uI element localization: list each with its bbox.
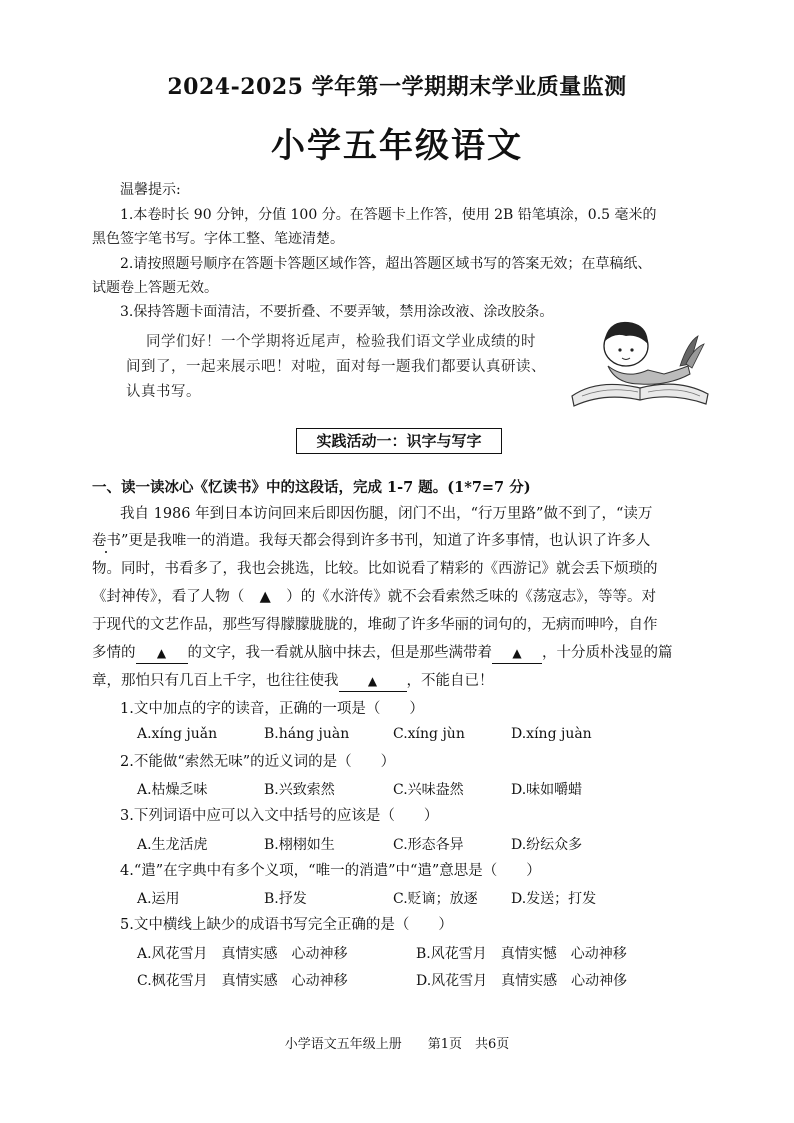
greeting-line-1: 同学们好！一个学期将近尾声，检验我们语文学业成绩的时 (146, 334, 536, 350)
tip-line-4: 试题卷上答题无效。 (92, 280, 218, 296)
question-1-head: 一、读一读冰心《忆读书》中的这段话，完成 1-7 题。(1*7=7 分) (92, 479, 531, 496)
sub-question-3-stem: 3.下列词语中应可以入文中括号的应该是（ ） (120, 808, 439, 824)
q2-option-a: A.枯燥乏味 (137, 782, 208, 798)
q1-option-c: C.xíng jùn (393, 726, 465, 742)
passage-line-6c: ，十分质朴浅显的篇 (542, 645, 673, 661)
q5-option-b: B.风花雪月 真情实憾 心动神移 (416, 946, 627, 962)
passage-line-6b: 的文字，我一看就从脑中抹去，但是那些满带着 (187, 645, 492, 661)
tip-line-3: 2.请按照题号顺序在答题卡答题区域作答，超出答题区域书写的答案无效；在草稿纸、 (120, 256, 652, 272)
page-footer: 小学语文五年级上册 第1页 共6页 (284, 1037, 510, 1052)
q1-option-b: B.háng juàn (264, 726, 350, 742)
q3-option-b: B.栩栩如生 (264, 837, 335, 853)
passage-line-4b: ）的《水浒传》就不会看索然乏味的《荡寇志》，等等。对 (286, 589, 656, 605)
passage-line-6 (92, 643, 673, 664)
sub-question-1-stem: 1.文中加点的字的读音，正确的一项是（ ） (120, 701, 424, 717)
emphasis-dot (105, 551, 107, 553)
passage-line-3: 物。同时，书看多了，我也会挑选，比较。比如说看了精彩的《西游记》就会丢下烦琐的 (92, 561, 658, 577)
q4-option-c: C.贬谪；放逐 (393, 891, 478, 907)
q2-option-c: C.兴味盎然 (393, 782, 464, 798)
sub-question-4-stem: 4.“遣”在字典中有多个义项，“唯一的消遣”中“遣”意思是（ ） (120, 863, 541, 879)
passage-line-4 (92, 587, 656, 607)
blank-1: ▲ (136, 643, 188, 664)
passage-line-6a: 多情的 (92, 645, 136, 661)
passage-line-7a: 章，那怕只有几百上千字，也往往使我 (92, 673, 339, 689)
blank-3: ▲ (339, 671, 407, 692)
tip-line-1: 1.本卷时长 90 分钟，分值 100 分。在答题卡上作答，使用 2B 铅笔填涂，0.5 毫米的 (120, 207, 657, 223)
passage-line-7b: ，不能自已！ (406, 673, 494, 689)
greeting-line-3: 认真书写。 (126, 384, 201, 400)
greeting-line-2: 间到了，一起来展示吧！对啦，面对每一题我们都要认真研读、 (126, 359, 546, 375)
sub-question-2-stem: 2.不能做“索然无味”的近义词的是（ ） (120, 754, 396, 770)
q3-option-c: C.形态各异 (393, 837, 464, 853)
exam-subtitle: 小学五年级语文 (271, 126, 523, 166)
passage-line-5: 于现代的文艺作品，那些写得朦朦胧胧的，堆砌了许多华丽的词句的，无病而呻吟，自作 (92, 617, 658, 633)
sub-question-5-stem: 5.文中横线上缺少的成语书写完全正确的是（ ） (120, 917, 453, 933)
passage-line-2: 卷书”更是我唯一的消遣。我每天都会得到许多书刊，知道了许多事情，也认识了许多人 (92, 533, 651, 549)
q4-option-a: A.运用 (137, 891, 180, 907)
exam-title: 2024-2025 学年第一学期期末学业质量监测 (167, 74, 627, 100)
q2-option-d: D.味如嚼蜡 (511, 782, 583, 798)
q1-option-a: A.xíng juǎn (137, 726, 218, 742)
q5-option-a: A.风花雪月 真情实感 心动神移 (137, 946, 348, 962)
q5-option-d: D.风花雪月 真情实感 心动神侈 (416, 973, 628, 989)
triangle-marker: ▲ (259, 589, 271, 605)
q3-option-a: A.生龙活虎 (137, 837, 208, 853)
tip-line-2: 黑色签字笔书写。字体工整、笔迹清楚。 (92, 231, 344, 247)
tips-label: 温馨提示: (120, 182, 181, 198)
section-title: 实践活动一：识字与写字 (296, 428, 502, 454)
passage-line-1: 我自 1986 年到日本访问回来后即因伤腿，闭门不出，“行万里路”做不到了，“读万 (120, 506, 653, 522)
q4-option-b: B.抒发 (264, 891, 307, 907)
q5-option-c: C.枫花雪月 真情实感 心动神移 (137, 973, 348, 989)
blank-2: ▲ (492, 643, 542, 664)
q4-option-d: D.发送；打发 (511, 891, 597, 907)
passage-line-7 (92, 671, 494, 692)
passage-line-4a: 《封神传》，看了人物（ (92, 589, 245, 605)
q3-option-d: D.纷纭众多 (511, 837, 583, 853)
q2-option-b: B.兴致索然 (264, 782, 335, 798)
tip-line-5: 3.保持答题卡面清洁，不要折叠、不要弄皱，禁用涂改液、涂改胶条。 (120, 304, 554, 320)
q1-option-d: D.xíng juàn (511, 726, 592, 742)
child-reading-illustration (568, 308, 712, 412)
